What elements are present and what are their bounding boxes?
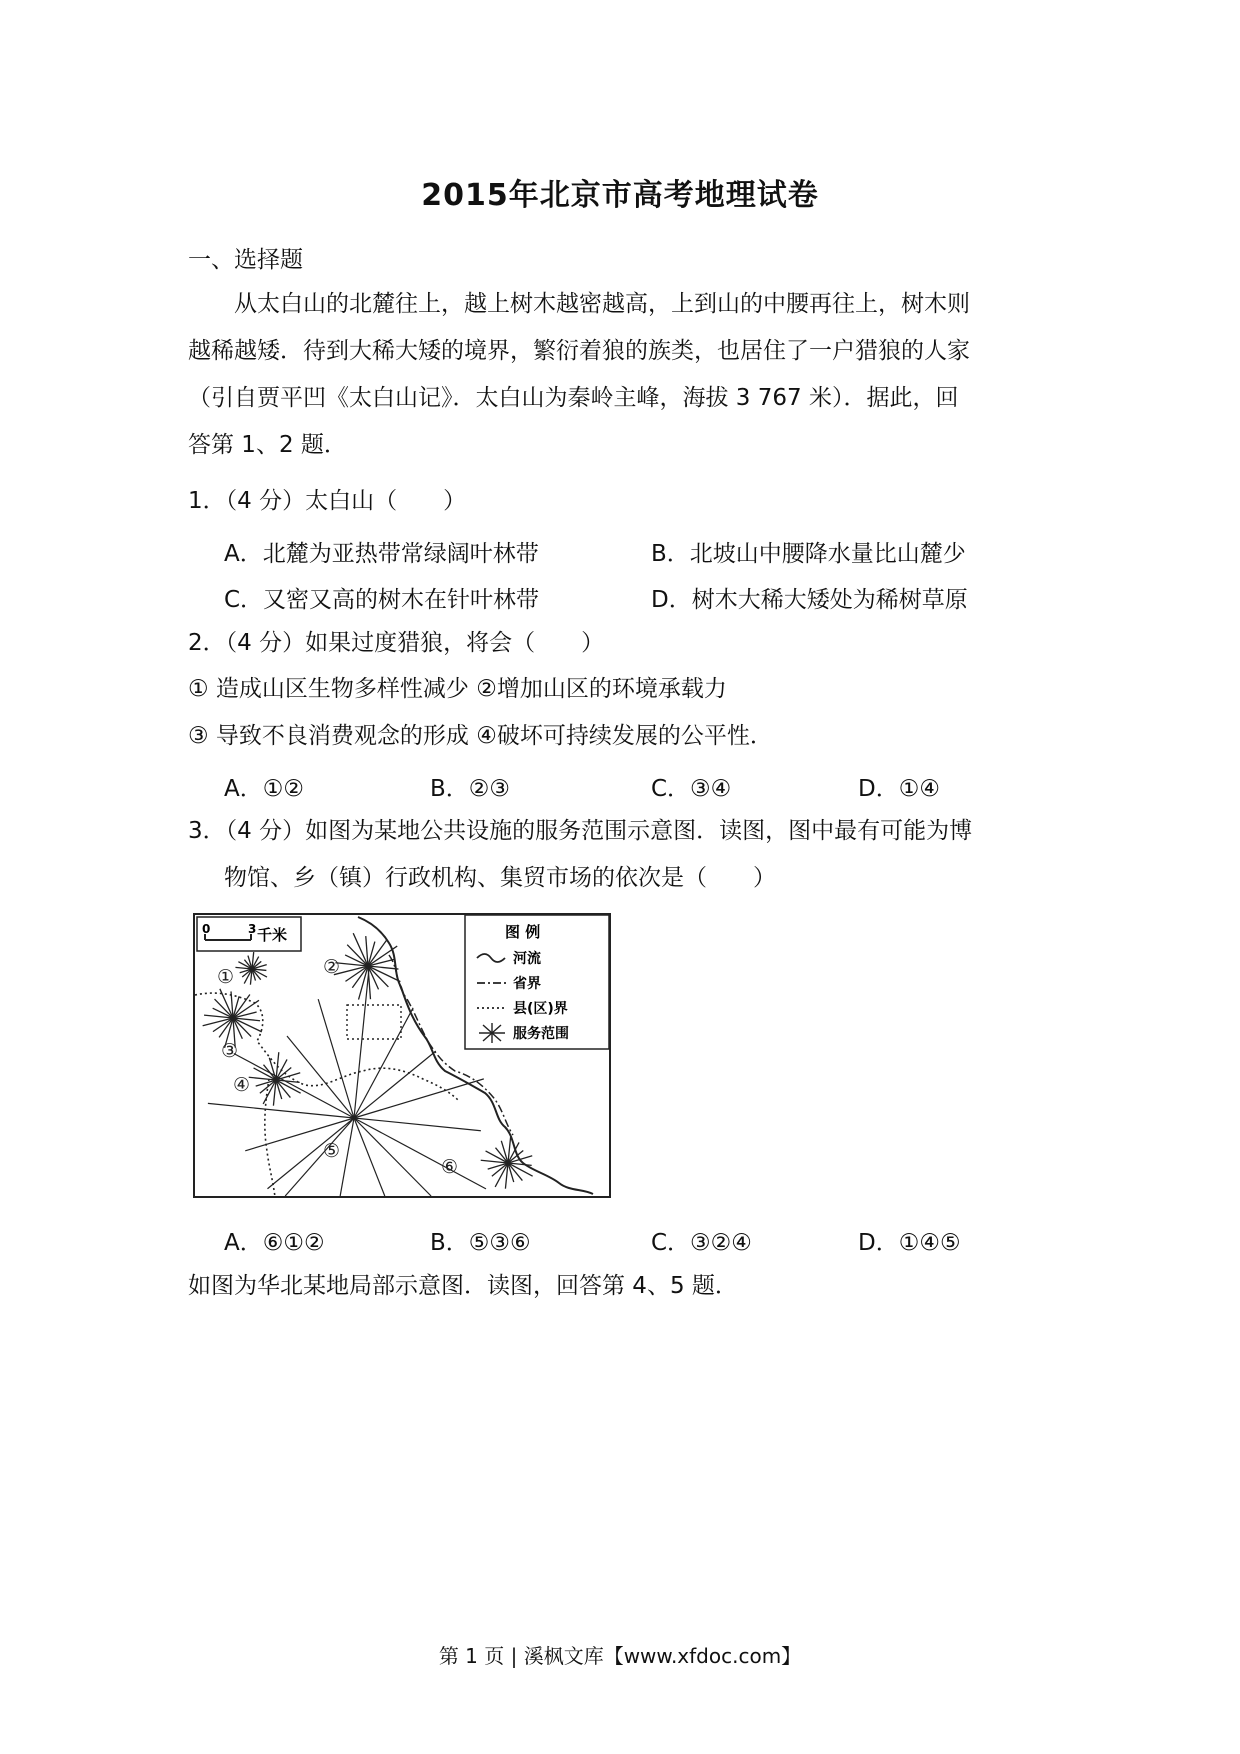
next-intro: 如图为华北某地局部示意图．读图，回答第 4、5 题． bbox=[188, 1273, 738, 1299]
q2-option-c: C．③④ bbox=[651, 776, 732, 802]
marker-4: ④ bbox=[233, 1074, 251, 1096]
q1-option-b: B．北坡山中腰降水量比山麓少 bbox=[651, 541, 966, 567]
scale-three: 3 bbox=[248, 922, 257, 936]
section-heading: 一、选择题 bbox=[188, 247, 303, 273]
q2-statement-1: ① 造成山区生物多样性减少 ②增加山区的环境承载力 bbox=[188, 676, 727, 702]
service-range-map bbox=[193, 913, 611, 1198]
page-title: 2015年北京市高考地理试卷 bbox=[421, 178, 819, 213]
q2-option-d: D．①④ bbox=[858, 776, 940, 802]
q2-option-b: B．②③ bbox=[430, 776, 511, 802]
question-2-stem: 2．（4 分）如果过度猎狼，将会（ ） bbox=[188, 630, 605, 656]
page-footer: 第 1 页 | 溪枫文库【www.xfdoc.com】 bbox=[438, 1644, 802, 1668]
q3-option-b: B．⑤③⑥ bbox=[430, 1230, 531, 1256]
marker-2: ② bbox=[323, 956, 341, 978]
legend-river: 河流 bbox=[513, 951, 541, 967]
q3-option-a: A．⑥①② bbox=[224, 1230, 325, 1256]
question-3-stem-cont: 物馆、乡（镇）行政机构、集贸市场的依次是（ ） bbox=[224, 865, 776, 891]
question-3-stem: 3．（4 分）如图为某地公共设施的服务范围示意图．读图，图中最有可能为博 bbox=[188, 818, 973, 844]
marker-1: ① bbox=[217, 966, 235, 988]
passage-line: 越稀越矮．待到大稀大矮的境界，繁衍着狼的族类，也居住了一户猎狼的人家 bbox=[188, 338, 970, 364]
marker-6: ⑥ bbox=[441, 1156, 459, 1178]
q3-option-c: C．③②④ bbox=[651, 1230, 752, 1256]
question-1-stem: 1．（4 分）太白山（ ） bbox=[188, 488, 467, 514]
passage-line: （引自贾平凹《太白山记》．太白山为秦岭主峰，海拔 3 767 米）．据此，回 bbox=[188, 385, 959, 411]
q1-option-d: D．树木大稀大矮处为稀树草原 bbox=[651, 587, 968, 613]
passage bbox=[188, 288, 1056, 476]
passage-line: 答第 1、2 题． bbox=[188, 432, 347, 458]
scale-zero: 0 bbox=[202, 922, 211, 936]
scale-unit: 千米 bbox=[257, 926, 288, 944]
legend-county: 县(区)界 bbox=[513, 1001, 568, 1017]
marker-5: ⑤ bbox=[323, 1140, 341, 1162]
q1-option-c: C．又密又高的树木在针叶林带 bbox=[224, 587, 540, 613]
marker-3: ③ bbox=[221, 1040, 239, 1062]
q2-statement-2: ③ 导致不良消费观念的形成 ④破坏可持续发展的公平性． bbox=[188, 723, 773, 749]
passage-line: 从太白山的北麓往上，越上树木越密越高，上到山的中腰再往上，树木则 bbox=[188, 291, 970, 317]
legend-service: 服务范围 bbox=[513, 1026, 569, 1042]
legend-province: 省界 bbox=[513, 976, 541, 992]
q3-option-d: D．①④⑤ bbox=[858, 1230, 961, 1256]
legend-title: 图 例 bbox=[505, 923, 541, 941]
q2-option-a: A．①② bbox=[224, 776, 304, 802]
q1-option-a: A．北麓为亚热带常绿阔叶林带 bbox=[224, 541, 539, 567]
